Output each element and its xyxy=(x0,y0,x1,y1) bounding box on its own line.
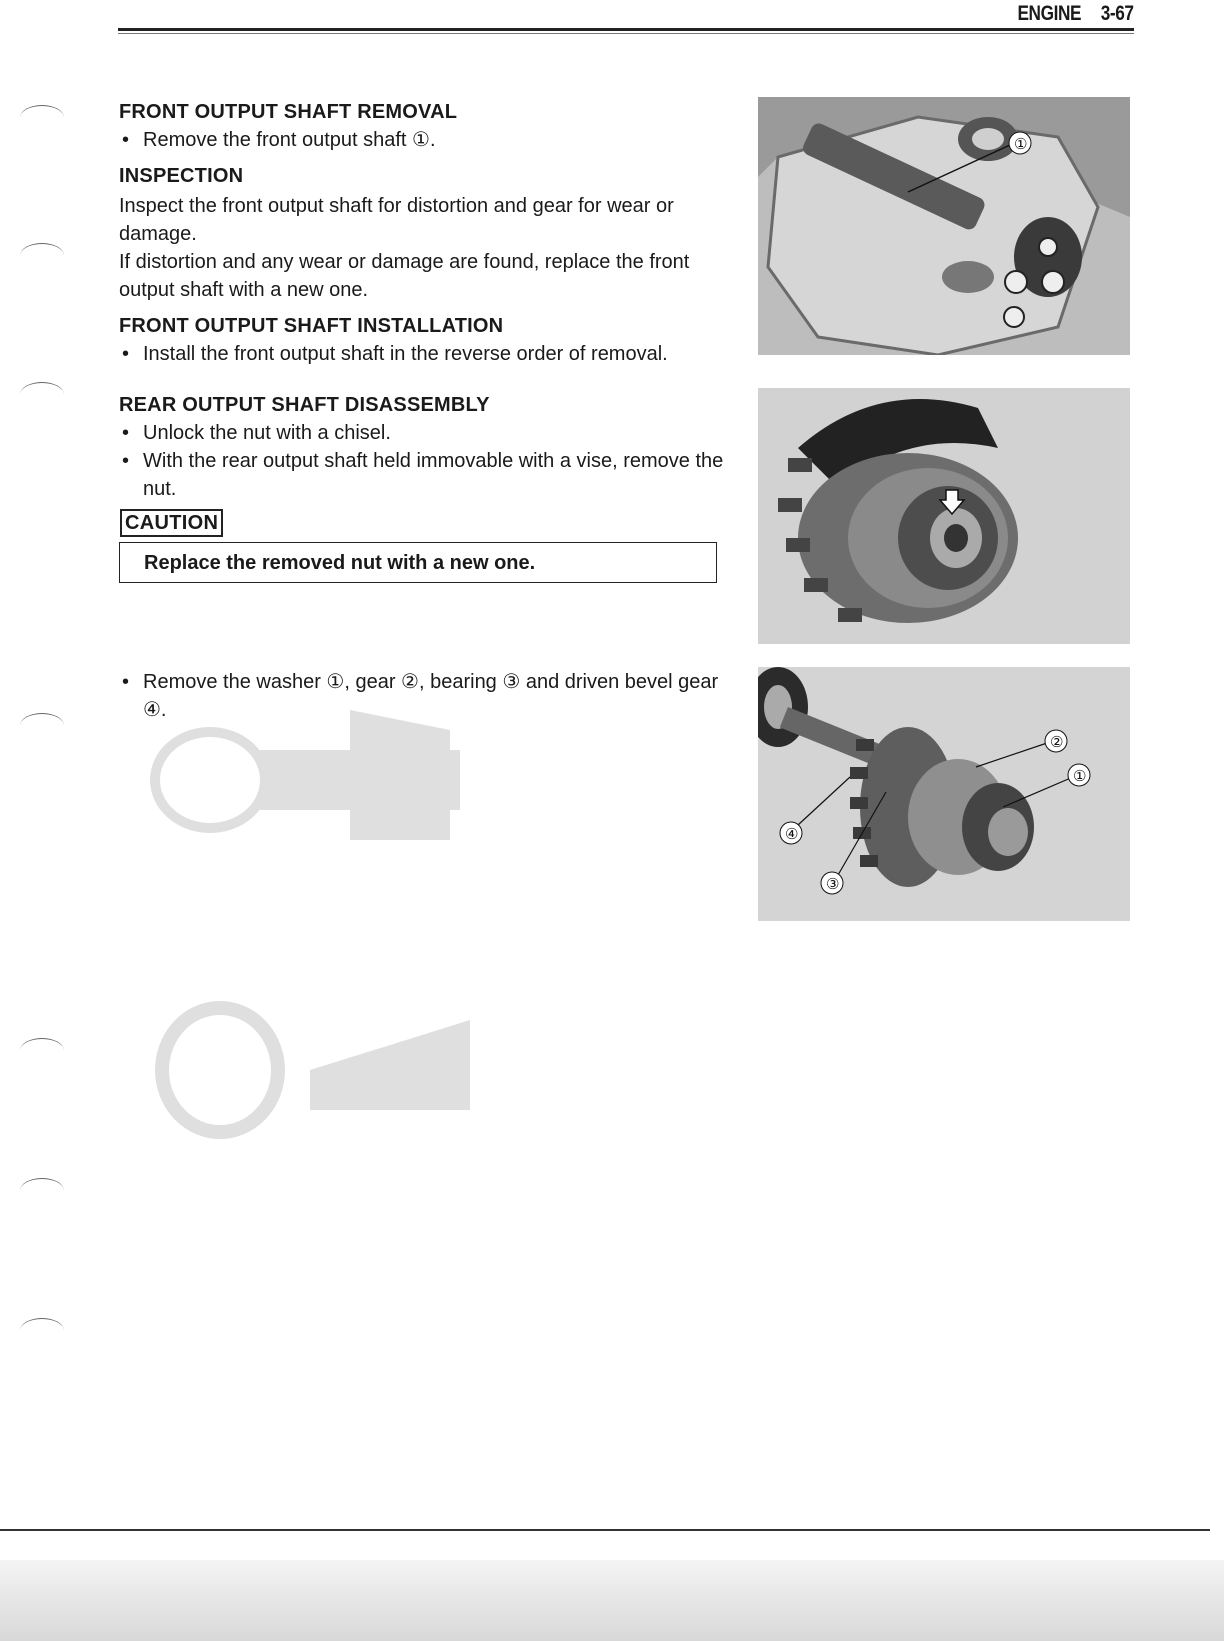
bullet-item: • Unlock the nut with a chisel. xyxy=(122,422,391,444)
page-number: 3-67 xyxy=(1101,2,1134,25)
callout-1: ① xyxy=(1073,767,1087,785)
scan-shadow xyxy=(0,1560,1224,1641)
section-heading: INSPECTION xyxy=(119,165,244,187)
bullet-item: • Remove the front output shaft ①. xyxy=(122,129,436,151)
footer-rule xyxy=(0,1529,1210,1531)
caution-text: Replace the removed nut with a new one. xyxy=(144,552,536,574)
section-heading: FRONT OUTPUT SHAFT REMOVAL xyxy=(119,101,458,123)
bullet-item: • Install the front output shaft in the reverse order of removal. xyxy=(122,343,668,365)
section-title: ENGINE xyxy=(1017,2,1082,25)
paragraph: If distortion and any wear or damage are found, replace the front output shaft with a new one. xyxy=(119,251,690,301)
binder-mark xyxy=(20,382,64,407)
bleed-through-illustration xyxy=(150,690,490,860)
bullet-item: • With the rear output shaft held immovable with a vise, remove the nut. xyxy=(122,450,724,500)
binder-mark xyxy=(20,1038,64,1063)
caution-label: CAUTION xyxy=(120,509,223,537)
figure-front-output-shaft xyxy=(758,97,1130,355)
bleed-through-illustration xyxy=(150,990,490,1150)
binder-mark xyxy=(20,1318,64,1343)
front-output-shaft-removal-section xyxy=(119,100,729,154)
page-header xyxy=(998,2,1134,26)
caution-box xyxy=(119,542,717,583)
binder-mark xyxy=(20,713,64,738)
callout-2: ② xyxy=(1050,733,1064,751)
section-heading: FRONT OUTPUT SHAFT INSTALLATION xyxy=(119,315,504,337)
figure-rear-output-shaft-parts xyxy=(758,667,1130,921)
callout-1: ① xyxy=(1014,135,1028,153)
figure-rear-output-shaft-nut xyxy=(758,388,1130,644)
rear-output-shaft-disassembly-section xyxy=(119,393,729,503)
binder-mark xyxy=(20,105,64,130)
bullet-item: • Remove the washer ①, gear ②, bearing ③ and driven bevel gear ④. xyxy=(122,671,719,721)
binder-mark xyxy=(20,243,64,268)
header-rule xyxy=(118,28,1134,31)
section-heading: REAR OUTPUT SHAFT DISASSEMBLY xyxy=(119,394,490,416)
front-output-shaft-installation-section xyxy=(119,314,729,368)
inspection-section xyxy=(119,164,729,304)
binder-mark xyxy=(20,1178,64,1203)
callout-4: ④ xyxy=(785,825,799,843)
header-rule-thin xyxy=(118,33,1134,34)
paragraph: Inspect the front output shaft for distortion and gear for wear or damage. xyxy=(119,195,674,245)
callout-3: ③ xyxy=(826,875,840,893)
